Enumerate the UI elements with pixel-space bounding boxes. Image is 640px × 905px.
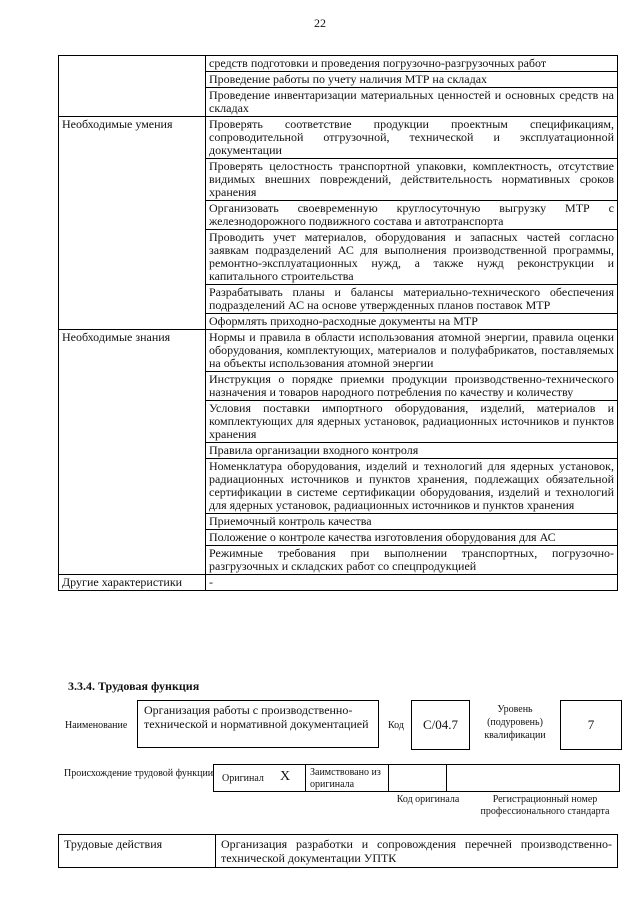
row-value: Проведение работы по учету наличия МТР на складах — [206, 72, 618, 88]
row-label: Необходимые знания — [59, 330, 206, 575]
table-row — [59, 56, 618, 72]
function-name-box: Организация работы с производственно-технической и нормативной документацией — [137, 700, 379, 748]
labor-actions-table — [58, 834, 618, 868]
origin-code-cell — [389, 765, 447, 791]
row-value: Правила организации входного контроля — [206, 443, 618, 459]
requirements-table — [58, 55, 618, 591]
row-value: средств подготовки и проведения погрузочно-разгрузочных работ — [206, 56, 618, 72]
row-value: - — [206, 575, 618, 591]
row-value: Проведение инвентаризации материальных ценностей и основных средств на складах — [206, 88, 618, 117]
row-label: Необходимые умения — [59, 117, 206, 330]
row-value: Оформлять приходно-расходные документы на МТР — [206, 314, 618, 330]
row-value: Режимные требования при выполнении транспортных, погрузочно-разгрузочных и складских работ со спецпродукцией — [206, 546, 618, 575]
page-number: 22 — [314, 16, 326, 30]
row-label: Другие характеристики — [59, 575, 206, 591]
actions-label: Трудовые действия — [59, 835, 216, 868]
borrowed-label: Заимствовано из оригинала — [310, 767, 381, 790]
row-value: Условия поставки импортного оборудования, изделий, материалов и комплектующих для ядерных установок, радиационных источников и пунктов хранения — [206, 401, 618, 443]
original-mark: X — [280, 769, 291, 784]
row-value: Проверять соответствие продукции проектным спецификациям, сопроводительной отгрузочной, технической и эксплуатационной документации — [206, 117, 618, 159]
row-value: Организовать своевременную круглосуточную выгрузку МТР с железнодорожного подвижного состава и автотранспорта — [206, 201, 618, 230]
row-value: Инструкция о порядке приемки продукции производственно-технического назначения и товаров народного потребления по качеству и количеству — [206, 372, 618, 401]
row-value: Проводить учет материалов, оборудования и запасных частей согласно заявкам подразделений АС для выполнения производственной программы, ремонтно-эксплуатационных нужд, а также нужд реконструкции и капитального строительства — [206, 230, 618, 285]
row-value: Разрабатывать планы и балансы материально-технического обеспечения подразделений АС на основе утвержденных планов поставок МТР — [206, 285, 618, 314]
table-row — [59, 835, 618, 868]
origin-label-text: Происхождение трудовой функции — [64, 768, 214, 779]
row-value: Положение о контроле качества изготовления оборудования для АС — [206, 530, 618, 546]
table-row — [59, 330, 618, 372]
code-label: Код — [388, 720, 404, 731]
origin-table — [213, 764, 620, 792]
original-label: Оригинал — [222, 773, 264, 784]
row-value: Номенклатура оборудования, изделий и технологий для ядерных установок, радиационных источников и пунктов хранения, подлежащих обязательной сертификации в системе сертификации оборудования, изделий и технологий для ядерных установок, радиационных источников и пунктов хранения — [206, 459, 618, 514]
level-label: Уровень (подуровень) квалификации — [484, 704, 546, 741]
row-value: Проверять целостность транспортной упаковки, комплектность, отсутствие видимых внешних повреждений, действительность нормативных сроков хранения — [206, 159, 618, 201]
qualification-level-box: 7 — [560, 700, 622, 750]
row-value: Приемочный контроль качества — [206, 514, 618, 530]
table-row — [59, 117, 618, 159]
code-caption: Код оригинала — [396, 794, 460, 805]
table-row — [59, 575, 618, 591]
origin-label — [64, 768, 213, 780]
name-label: Наименование — [65, 720, 128, 731]
origin-borrowed-cell — [306, 765, 389, 791]
registration-caption: Регистрационный номер профессионального стандарта — [480, 794, 610, 817]
function-code-box: С/04.7 — [411, 700, 470, 750]
origin-original-cell — [214, 765, 306, 791]
row-label — [59, 56, 206, 117]
actions-value: Организация разработки и сопровождения перечней производственно-технической документации УПТК — [216, 835, 618, 868]
section-title: 3.3.4. Трудовая функция — [68, 679, 200, 693]
row-value: Нормы и правила в области использования атомной энергии, правила оценки оборудования, комплектующих, материалов и полуфабрикатов, поставляемых на объекты использования атомной энергии — [206, 330, 618, 372]
